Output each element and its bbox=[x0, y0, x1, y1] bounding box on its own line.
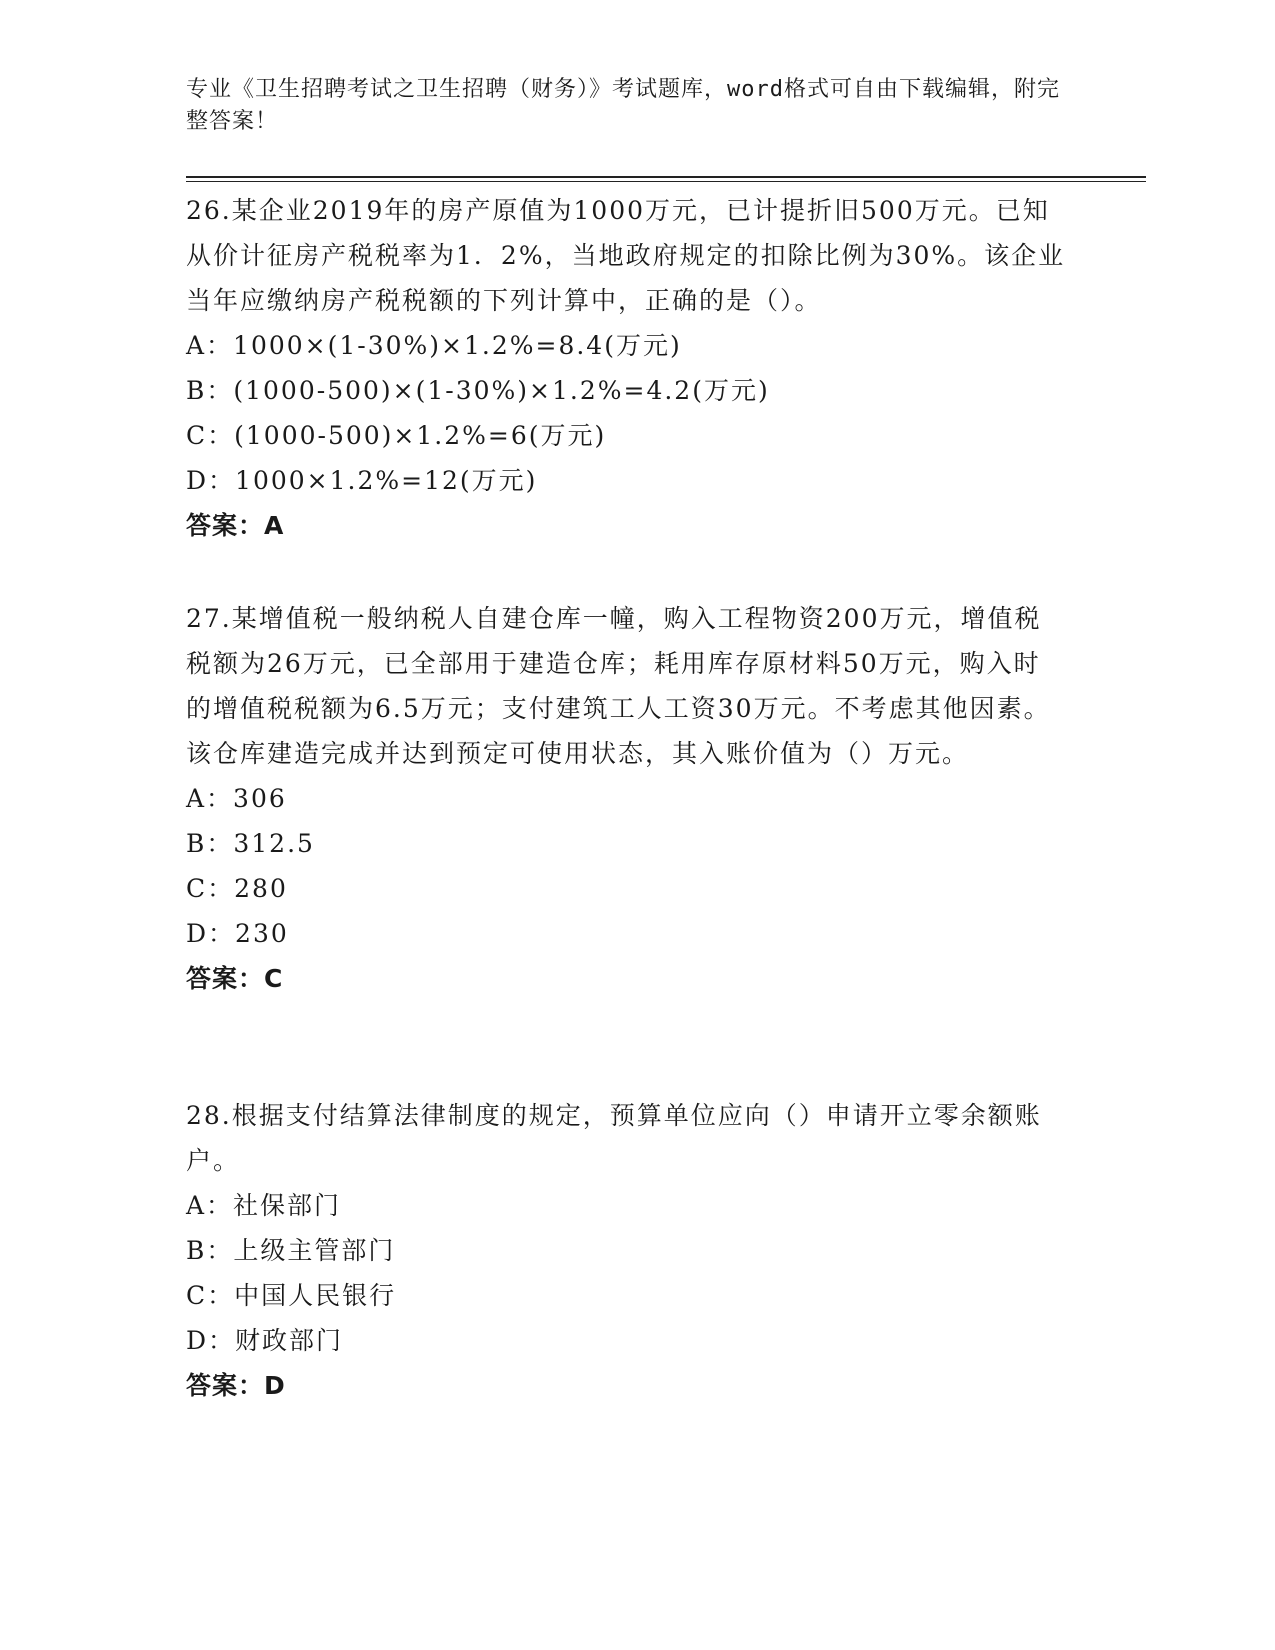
answer-label: 答案：D bbox=[186, 1371, 286, 1400]
header-divider-secondary bbox=[186, 181, 1146, 182]
question-27 bbox=[186, 596, 1066, 1001]
option-d: D：1000×1.2%=12(万元) bbox=[186, 466, 538, 495]
question-stem: 28.根据支付结算法律制度的规定，预算单位应向（）申请开立零余额账户。 bbox=[186, 1101, 1042, 1175]
question-26 bbox=[186, 188, 1066, 548]
question-28 bbox=[186, 1093, 1066, 1408]
option-a: A：1000×(1-30%)×1.2%=8.4(万元) bbox=[186, 331, 682, 360]
option-b: B：(1000-500)×(1-30%)×1.2%=4.2(万元) bbox=[186, 376, 770, 405]
option-b: B：312.5 bbox=[186, 829, 315, 858]
option-d: D：财政部门 bbox=[186, 1326, 344, 1355]
answer-label: 答案：A bbox=[186, 511, 285, 540]
document-header: 专业《卫生招聘考试之卫生招聘（财务）》考试题库，word格式可自由下载编辑，附完整答案！ bbox=[186, 77, 1060, 134]
question-stem: 26.某企业2019年的房产原值为1000万元，已计提折旧500万元。已知从价计征房产税税率为1．2%，当地政府规定的扣除比例为30%。该企业当年应缴纳房产税税额的下列计算中，正确的是（）。 bbox=[186, 196, 1066, 315]
option-b: B：上级主管部门 bbox=[186, 1236, 396, 1265]
header-divider bbox=[186, 176, 1146, 178]
option-c: C：(1000-500)×1.2%=6(万元) bbox=[186, 421, 607, 450]
option-c: C：中国人民银行 bbox=[186, 1281, 397, 1310]
question-stem: 27.某增值税一般纳税人自建仓库一幢，购入工程物资200万元，增值税税额为26万元，已全部用于建造仓库；耗用库存原材料50万元，购入时的增值税税额为6.5万元；支付建筑工人工资30万元。不考虑其他因素。该仓库建造完成并达到预定可使用状态，其入账价值为（）万元。 bbox=[186, 604, 1051, 768]
option-a: A：社保部门 bbox=[186, 1191, 342, 1220]
option-d: D：230 bbox=[186, 919, 289, 948]
option-a: A：306 bbox=[186, 784, 287, 813]
answer-label: 答案：C bbox=[186, 964, 284, 993]
option-c: C：280 bbox=[186, 874, 288, 903]
